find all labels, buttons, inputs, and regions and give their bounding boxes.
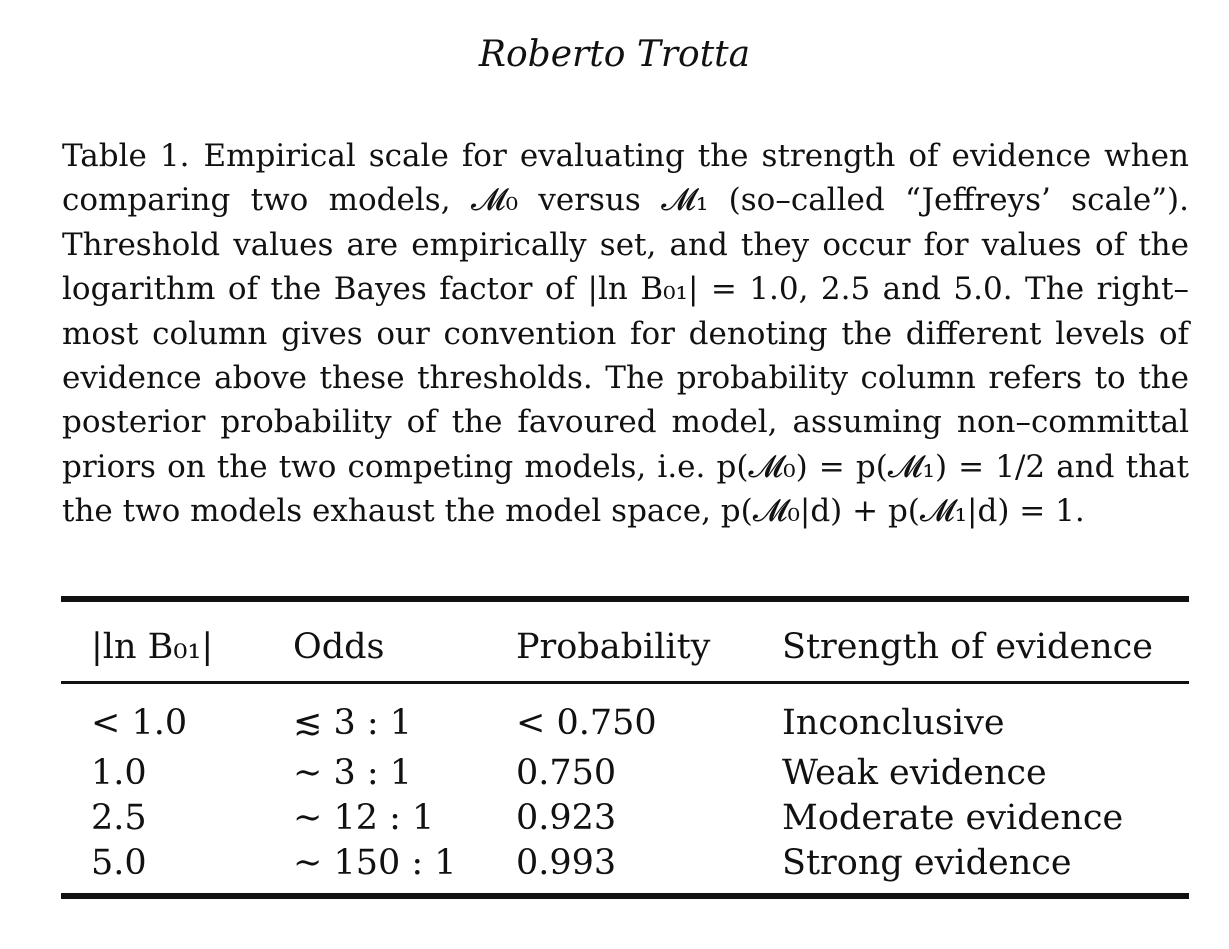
table-caption — [62, 134, 1189, 534]
table-cell-odds: ≲ 3 : 1 — [293, 703, 413, 743]
caption-label: Table 1. — [62, 138, 190, 174]
table-cell-threshold: 2.5 — [91, 798, 147, 838]
column-header-probability: Probability — [516, 627, 711, 667]
table-cell-probability: 0.750 — [516, 753, 617, 793]
table-cell-threshold: 5.0 — [91, 843, 147, 883]
table-cell-odds: ∼ 3 : 1 — [293, 753, 413, 793]
table-cell-odds: ∼ 12 : 1 — [293, 798, 435, 838]
table-cell-probability: 0.993 — [516, 843, 617, 883]
table-header-rule — [61, 681, 1189, 684]
table-cell-probability: 0.923 — [516, 798, 617, 838]
column-header-odds: Odds — [293, 627, 385, 667]
table-cell-threshold: 1.0 — [91, 753, 147, 793]
table-cell-threshold: < 1.0 — [91, 703, 188, 743]
table-cell-strength: Weak evidence — [782, 753, 1047, 793]
table-top-rule — [61, 596, 1189, 602]
table-cell-strength: Moderate evidence — [782, 798, 1124, 838]
table-cell-strength: Strong evidence — [782, 843, 1072, 883]
caption-text: Empirical scale for evaluating the strength of evidence when comparing two models, 𝓜₀ versus 𝓜₁ (so–called “Jeffreys’ scale”). Threshold values are empirically set, and they occur for values of the logarithm of the Bayes factor of |ln B₀₁| = 1.0, 2.5 and 5.0. The right–most column gives our convention for denoting the different levels of evidence above these thresholds. The probability column refers to the posterior probability of the favoured model, assuming non–committal priors on the two competing models, i.e. p(𝓜₀) = p(𝓜₁) = 1/2 and that the two models exhaust the model space, p(𝓜₀|d) + p(𝓜₁|d) = 1. — [62, 138, 1189, 530]
column-header-ln-b01: |ln B₀₁| — [91, 627, 214, 667]
author-name: Roberto Trotta — [478, 34, 751, 75]
table-bottom-rule — [61, 893, 1189, 899]
table-cell-probability: < 0.750 — [516, 703, 657, 743]
column-header-strength: Strength of evidence — [782, 627, 1153, 667]
table-cell-odds: ∼ 150 : 1 — [293, 843, 457, 883]
table-cell-strength: Inconclusive — [782, 703, 1005, 743]
